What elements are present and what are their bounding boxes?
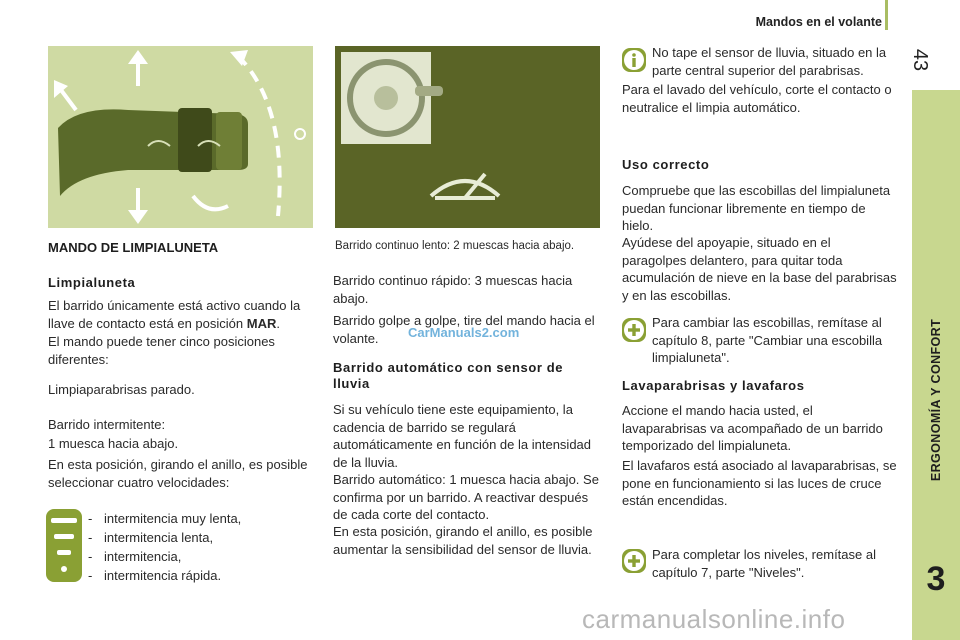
paragraph: Barrido continuo rápido: 3 muescas hacia abajo.	[333, 273, 573, 306]
list-item-text: intermitencia,	[104, 549, 182, 564]
wiper-mode-illustration	[335, 46, 600, 228]
info-note: No tape el sensor de lluvia, situado en la parte central superior del parabrisas.	[652, 45, 887, 78]
chapter-label-text: ERGONOMÍA Y CONFORT	[929, 318, 943, 482]
chapter-label	[912, 250, 960, 550]
bold-key: MAR	[246, 315, 277, 331]
plus-note: Para completar los niveles, remítase al capítulo 7, parte "Niveles".	[652, 547, 876, 580]
paragraph: Accione el mando hacia usted, el lavaparabrisas va acompañado de un barrido temporizado del limpialuneta.	[622, 403, 883, 453]
list-item: - intermitencia lenta,	[88, 530, 214, 545]
header-accent-bar	[885, 0, 888, 30]
watermark-text: CarManuals2.com	[408, 325, 520, 340]
plus-icon	[622, 549, 646, 573]
list-item: - intermitencia rápida.	[88, 568, 222, 583]
plus-note: Para cambiar las escobillas, remítase al capítulo 8, parte "Cambiar una escobilla limpialuneta".	[652, 315, 883, 365]
paragraph: Para el lavado del vehículo, corte el contacto o neutralice el limpia automático.	[622, 82, 892, 115]
speed-list	[88, 509, 308, 585]
paragraph: Compruebe que las escobillas del limpialuneta puedan funcionar libremente en tiempo de hielo.	[622, 183, 891, 233]
paragraph: Si su vehículo tiene este equipamiento, la cadencia de barrido se regulará automáticamente en función de la intensidad de la lluvia.	[333, 402, 592, 470]
subheading-rain-sensor: Barrido automático con sensor de lluvia	[333, 360, 564, 391]
paragraph: En esta posición, girando el anillo, es posible seleccionar cuatro velocidades:	[48, 457, 308, 490]
subheading-limpialuneta: Limpialuneta	[48, 275, 136, 290]
list-item: - intermitencia muy lenta,	[88, 511, 242, 526]
paragraph: 1 muesca hacia abajo.	[48, 436, 179, 451]
page-number	[900, 40, 940, 80]
paragraph: Barrido intermitente:	[48, 417, 166, 432]
paragraph: Barrido golpe a golpe, tire del mando hacia el volante.	[333, 313, 595, 346]
page-number-text: 43	[909, 48, 931, 72]
info-icon	[622, 48, 646, 72]
paragraph: El mando puede tener cinco posiciones diferentes:	[48, 334, 275, 367]
section-title: Mandos en el volante	[755, 15, 882, 29]
paragraph: Barrido automático: 1 muesca hacia abajo. Se confirma por un barrido. A reactivar después de cada corte del contacto.	[333, 472, 599, 522]
paragraph: El lavafaros está asociado al lavaparabrisas, se pone en funcionamiento si las luces de cruce están encendidas.	[622, 458, 897, 508]
list-item-text: intermitencia lenta,	[104, 530, 214, 545]
paragraph: Limpiaparabrisas parado.	[48, 382, 195, 397]
chapter-number: 3	[926, 560, 946, 598]
subheading-uso-correcto: Uso correcto	[622, 157, 710, 172]
plus-icon	[622, 318, 646, 342]
subheading-lavaparabrisas: Lavaparabrisas y lavafaros	[622, 378, 805, 393]
image-caption: Barrido continuo lento: 2 muescas hacia abajo.	[335, 240, 575, 252]
list-item: - intermitencia,	[88, 549, 182, 564]
paragraph	[48, 297, 318, 332]
paragraph-text: .	[276, 315, 280, 331]
footer-watermark: carmanualsonline.info	[582, 604, 846, 634]
paragraph: Ayúdese del apoyapie, situado en el paragolpes delantero, para quitar toda acumulación de nieve en la base del parabrisas y en las escobillas.	[622, 235, 897, 303]
list-item-text: intermitencia rápida.	[104, 568, 222, 583]
paragraph-text: El barrido únicamente está activo cuando la llave de contacto está en posición	[48, 298, 301, 331]
paragraph: En esta posición, girando el anillo, es posible aumentar la sensibilidad del sensor de lluvia.	[333, 524, 593, 557]
section-heading: MANDO DE LIMPIALUNETA	[48, 240, 219, 255]
speed-levels-icon	[46, 509, 82, 582]
list-item-text: intermitencia muy lenta,	[104, 511, 242, 526]
wiper-stalk-illustration	[48, 46, 313, 228]
